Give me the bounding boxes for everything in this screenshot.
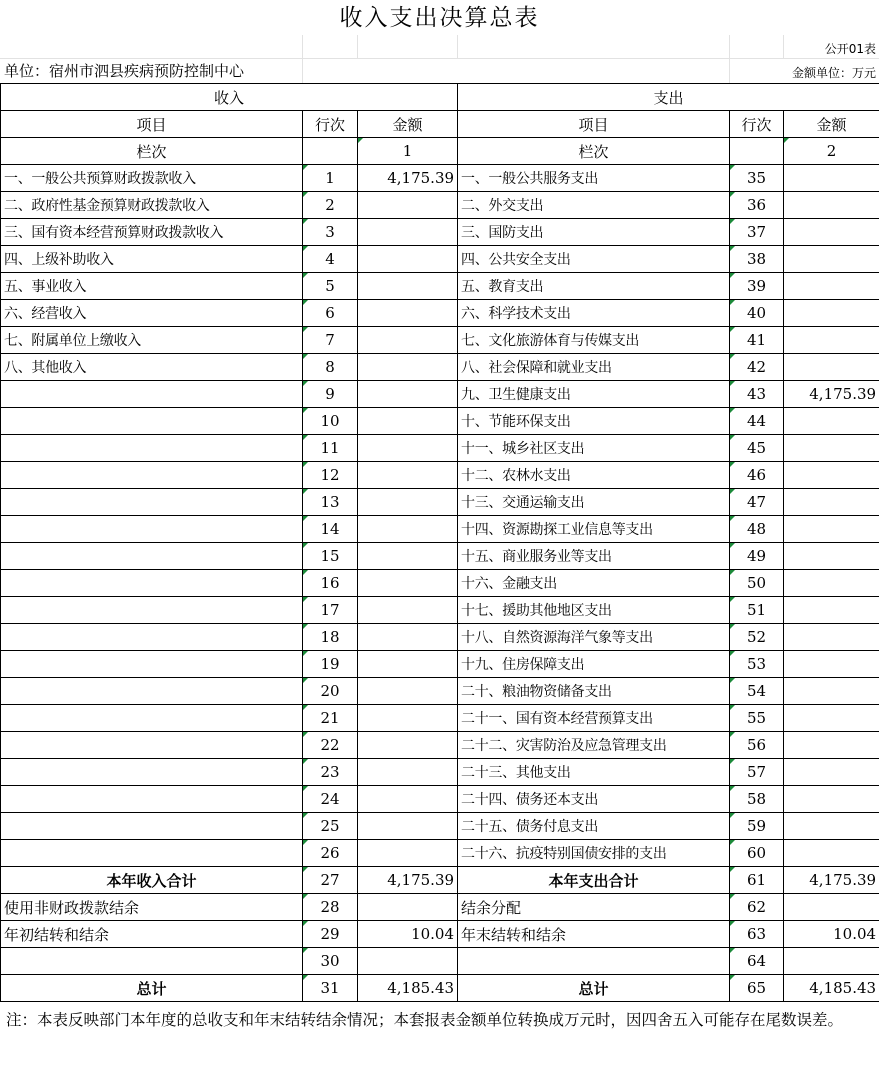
- table-row: [1, 381, 879, 408]
- expense-row-no: 61: [730, 867, 784, 894]
- income-item: 四、上级补助收入: [1, 246, 303, 273]
- table-row: [1, 759, 879, 786]
- expense-row-no: 52: [730, 624, 784, 651]
- expense-item: 十九、住房保障支出: [458, 651, 730, 678]
- table-row: [1, 570, 879, 597]
- income-row-no: 25: [303, 813, 358, 840]
- expense-amount: 4,175.39: [784, 381, 879, 408]
- income-row-no: 6: [303, 300, 358, 327]
- income-item: [1, 705, 303, 732]
- expense-row-no-header: 行次: [730, 111, 784, 138]
- expense-item: 十五、商业服务业等支出: [458, 543, 730, 570]
- income-row-no: 17: [303, 597, 358, 624]
- expense-amount: [784, 732, 879, 759]
- table-row: [1, 219, 879, 246]
- expense-section-header: 支出: [458, 84, 879, 111]
- income-row-no: 8: [303, 354, 358, 381]
- income-lanci-label: 栏次: [1, 138, 303, 165]
- income-row-no: 21: [303, 705, 358, 732]
- income-row-no: 26: [303, 840, 358, 867]
- income-amount: 10.04: [358, 921, 458, 948]
- expense-lanci-empty: [730, 138, 784, 165]
- expense-row-no: 46: [730, 462, 784, 489]
- income-item: [1, 570, 303, 597]
- income-row-no: 30: [303, 948, 358, 975]
- expense-row-no: 57: [730, 759, 784, 786]
- expense-item: 二十六、抗疫特别国债安排的支出: [458, 840, 730, 867]
- expense-item: 十六、金融支出: [458, 570, 730, 597]
- income-row-no: 24: [303, 786, 358, 813]
- income-item: 年初结转和结余: [1, 921, 303, 948]
- income-row-no: 10: [303, 408, 358, 435]
- income-amount: [358, 813, 458, 840]
- income-row-no: 19: [303, 651, 358, 678]
- income-amount: [358, 354, 458, 381]
- table-row: [1, 327, 879, 354]
- income-amount: [358, 408, 458, 435]
- expense-item: 总计: [458, 975, 730, 1002]
- table-row: [1, 894, 879, 921]
- income-row-no: 5: [303, 273, 358, 300]
- income-amount: 4,175.39: [358, 165, 458, 192]
- income-row-no: 1: [303, 165, 358, 192]
- expense-item: 一、一般公共服务支出: [458, 165, 730, 192]
- expense-row-no: 35: [730, 165, 784, 192]
- expense-row-no: 63: [730, 921, 784, 948]
- footnote: 注：本表反映部门本年度的总收支和年末结转结余情况；本套报表金额单位转换成万元时，因四舍五入可能存在尾数误差。: [6, 1011, 844, 1029]
- expense-row-no: 58: [730, 786, 784, 813]
- income-amount: [358, 786, 458, 813]
- income-row-no: 12: [303, 462, 358, 489]
- expense-row-no: 45: [730, 435, 784, 462]
- expense-item: 本年支出合计: [458, 867, 730, 894]
- income-item: [1, 813, 303, 840]
- report-title: 收入支出决算总表: [339, 5, 540, 31]
- income-amount: [358, 570, 458, 597]
- table-row: [1, 435, 879, 462]
- income-row-no: 7: [303, 327, 358, 354]
- expense-row-no: 53: [730, 651, 784, 678]
- income-item: [1, 543, 303, 570]
- expense-row-no: 59: [730, 813, 784, 840]
- income-row-no-header: 行次: [303, 111, 358, 138]
- expense-item: 二十三、其他支出: [458, 759, 730, 786]
- expense-item: 十、节能环保支出: [458, 408, 730, 435]
- income-item: [1, 381, 303, 408]
- expense-amount: [784, 543, 879, 570]
- expense-item-header: 项目: [458, 111, 730, 138]
- expense-row-no: 40: [730, 300, 784, 327]
- expense-item: 五、教育支出: [458, 273, 730, 300]
- income-row-no: 13: [303, 489, 358, 516]
- expense-item: [458, 948, 730, 975]
- expense-item: 二十四、债务还本支出: [458, 786, 730, 813]
- expense-amount: 4,175.39: [784, 867, 879, 894]
- expense-amount: [784, 435, 879, 462]
- income-amount: [358, 705, 458, 732]
- income-item: [1, 435, 303, 462]
- income-row-no: 23: [303, 759, 358, 786]
- income-item: [1, 732, 303, 759]
- amount-unit: 金额单位：万元: [791, 66, 876, 80]
- expense-row-no: 49: [730, 543, 784, 570]
- expense-amount: [784, 624, 879, 651]
- income-amount: [358, 219, 458, 246]
- expense-row-no: 60: [730, 840, 784, 867]
- income-amount: [358, 489, 458, 516]
- table-row: [1, 705, 879, 732]
- income-row-no: 14: [303, 516, 358, 543]
- expense-amount: [784, 354, 879, 381]
- income-row-no: 31: [303, 975, 358, 1002]
- income-amount: [358, 327, 458, 354]
- income-item: [1, 597, 303, 624]
- expense-row-no: 51: [730, 597, 784, 624]
- expense-row-no: 47: [730, 489, 784, 516]
- income-amount: [358, 732, 458, 759]
- expense-item: 十八、自然资源海洋气象等支出: [458, 624, 730, 651]
- income-item: [1, 651, 303, 678]
- income-row-no: 28: [303, 894, 358, 921]
- expense-row-no: 41: [730, 327, 784, 354]
- grand-total-row: [1, 975, 879, 1002]
- expense-amount: [784, 219, 879, 246]
- expense-amount: [784, 489, 879, 516]
- expense-amount: [784, 300, 879, 327]
- income-amount: [358, 597, 458, 624]
- form-code-row: [0, 35, 879, 59]
- unit-row: [0, 59, 879, 83]
- income-item-header: 项目: [1, 111, 303, 138]
- table-row: [1, 840, 879, 867]
- expense-amount-header: 金额: [784, 111, 879, 138]
- table-row: [1, 732, 879, 759]
- table-row: [1, 489, 879, 516]
- income-row-no: 16: [303, 570, 358, 597]
- income-amount: [358, 840, 458, 867]
- expense-row-no: 65: [730, 975, 784, 1002]
- summary-table: [0, 83, 879, 1002]
- expense-amount: [784, 570, 879, 597]
- expense-amount: [784, 516, 879, 543]
- income-row-no: 20: [303, 678, 358, 705]
- income-col-number: 1: [358, 138, 458, 165]
- income-item: [1, 840, 303, 867]
- income-amount: [358, 246, 458, 273]
- table-row: [1, 462, 879, 489]
- expense-amount: [784, 246, 879, 273]
- expense-amount: 10.04: [784, 921, 879, 948]
- income-item: [1, 948, 303, 975]
- expense-row-no: 36: [730, 192, 784, 219]
- expense-row-no: 50: [730, 570, 784, 597]
- income-item: [1, 489, 303, 516]
- expense-amount: 4,185.43: [784, 975, 879, 1002]
- table-row: [1, 651, 879, 678]
- expense-amount: [784, 705, 879, 732]
- expense-amount: [784, 597, 879, 624]
- income-amount: [358, 300, 458, 327]
- income-amount: [358, 624, 458, 651]
- income-amount: [358, 192, 458, 219]
- income-item: 五、事业收入: [1, 273, 303, 300]
- expense-item: 年末结转和结余: [458, 921, 730, 948]
- income-amount: [358, 381, 458, 408]
- expense-item: 结余分配: [458, 894, 730, 921]
- expense-row-no: 54: [730, 678, 784, 705]
- form-code: 公开01表: [824, 42, 876, 56]
- income-lanci-empty: [303, 138, 358, 165]
- income-item: [1, 786, 303, 813]
- income-amount: 4,175.39: [358, 867, 458, 894]
- income-amount: [358, 435, 458, 462]
- income-amount: [358, 516, 458, 543]
- expense-item: 二十一、国有资本经营预算支出: [458, 705, 730, 732]
- expense-item: 十四、资源勘探工业信息等支出: [458, 516, 730, 543]
- expense-amount: [784, 813, 879, 840]
- income-item: 七、附属单位上缴收入: [1, 327, 303, 354]
- expense-row-no: 39: [730, 273, 784, 300]
- expense-amount: [784, 165, 879, 192]
- expense-row-no: 43: [730, 381, 784, 408]
- expense-item: 二十二、灾害防治及应急管理支出: [458, 732, 730, 759]
- table-row: [1, 948, 879, 975]
- income-section-header: 收入: [1, 84, 458, 111]
- expense-lanci-label: 栏次: [458, 138, 730, 165]
- income-item: [1, 759, 303, 786]
- expense-col-number: 2: [784, 138, 879, 165]
- income-row-no: 2: [303, 192, 358, 219]
- expense-item: 三、国防支出: [458, 219, 730, 246]
- income-amount: [358, 678, 458, 705]
- expense-amount: [784, 759, 879, 786]
- income-row-no: 11: [303, 435, 358, 462]
- table-row: [1, 192, 879, 219]
- table-row: [1, 921, 879, 948]
- expense-row-no: 38: [730, 246, 784, 273]
- table-row: [1, 165, 879, 192]
- expense-row-no: 44: [730, 408, 784, 435]
- table-row: [1, 543, 879, 570]
- income-amount: [358, 894, 458, 921]
- expense-item: 二、外交支出: [458, 192, 730, 219]
- expense-amount: [784, 948, 879, 975]
- unit-label: 单位：宿州市泗县疾病预防控制中心: [4, 62, 245, 80]
- expense-amount: [784, 327, 879, 354]
- table-row: [1, 813, 879, 840]
- table-row: [1, 246, 879, 273]
- table-row: [1, 354, 879, 381]
- income-item: 二、政府性基金预算财政拨款收入: [1, 192, 303, 219]
- income-item: [1, 678, 303, 705]
- income-amount-header: 金额: [358, 111, 458, 138]
- income-amount: [358, 543, 458, 570]
- income-row-no: 15: [303, 543, 358, 570]
- expense-item: 十七、援助其他地区支出: [458, 597, 730, 624]
- income-amount: 4,185.43: [358, 975, 458, 1002]
- expense-amount: [784, 678, 879, 705]
- expense-item: 二十、粮油物资储备支出: [458, 678, 730, 705]
- table-row: [1, 597, 879, 624]
- income-item: 使用非财政拨款结余: [1, 894, 303, 921]
- expense-row-no: 64: [730, 948, 784, 975]
- expense-item: 九、卫生健康支出: [458, 381, 730, 408]
- expense-amount: [784, 192, 879, 219]
- expense-item: 十一、城乡社区支出: [458, 435, 730, 462]
- income-item: [1, 624, 303, 651]
- income-row-no: 9: [303, 381, 358, 408]
- expense-amount: [784, 462, 879, 489]
- expense-amount: [784, 786, 879, 813]
- income-item: 本年收入合计: [1, 867, 303, 894]
- income-amount: [358, 759, 458, 786]
- income-row-no: 27: [303, 867, 358, 894]
- income-item: [1, 516, 303, 543]
- expense-amount: [784, 408, 879, 435]
- expense-item: 四、公共安全支出: [458, 246, 730, 273]
- expense-item: 二十五、债务付息支出: [458, 813, 730, 840]
- table-row: [1, 624, 879, 651]
- expense-amount: [784, 651, 879, 678]
- income-amount: [358, 948, 458, 975]
- year-total-row: [1, 867, 879, 894]
- income-item: 三、国有资本经营预算财政拨款收入: [1, 219, 303, 246]
- income-row-no: 18: [303, 624, 358, 651]
- expense-amount: [784, 273, 879, 300]
- table-row: [1, 678, 879, 705]
- income-item: 一、一般公共预算财政拨款收入: [1, 165, 303, 192]
- income-amount: [358, 651, 458, 678]
- expense-row-no: 55: [730, 705, 784, 732]
- table-row: [1, 408, 879, 435]
- expense-item: 十三、交通运输支出: [458, 489, 730, 516]
- expense-row-no: 42: [730, 354, 784, 381]
- expense-row-no: 62: [730, 894, 784, 921]
- income-item: 总计: [1, 975, 303, 1002]
- income-item: 八、其他收入: [1, 354, 303, 381]
- expense-amount: [784, 840, 879, 867]
- table-row: [1, 786, 879, 813]
- income-item: 六、经营收入: [1, 300, 303, 327]
- income-row-no: 29: [303, 921, 358, 948]
- expense-amount: [784, 894, 879, 921]
- table-row: [1, 516, 879, 543]
- expense-row-no: 56: [730, 732, 784, 759]
- expense-item: 七、文化旅游体育与传媒支出: [458, 327, 730, 354]
- income-amount: [358, 462, 458, 489]
- income-row-no: 3: [303, 219, 358, 246]
- income-amount: [358, 273, 458, 300]
- expense-row-no: 37: [730, 219, 784, 246]
- expense-item: 六、科学技术支出: [458, 300, 730, 327]
- expense-item: 十二、农林水支出: [458, 462, 730, 489]
- income-row-no: 22: [303, 732, 358, 759]
- table-row: [1, 300, 879, 327]
- income-item: [1, 408, 303, 435]
- income-item: [1, 462, 303, 489]
- expense-row-no: 48: [730, 516, 784, 543]
- expense-item: 八、社会保障和就业支出: [458, 354, 730, 381]
- table-row: [1, 273, 879, 300]
- income-row-no: 4: [303, 246, 358, 273]
